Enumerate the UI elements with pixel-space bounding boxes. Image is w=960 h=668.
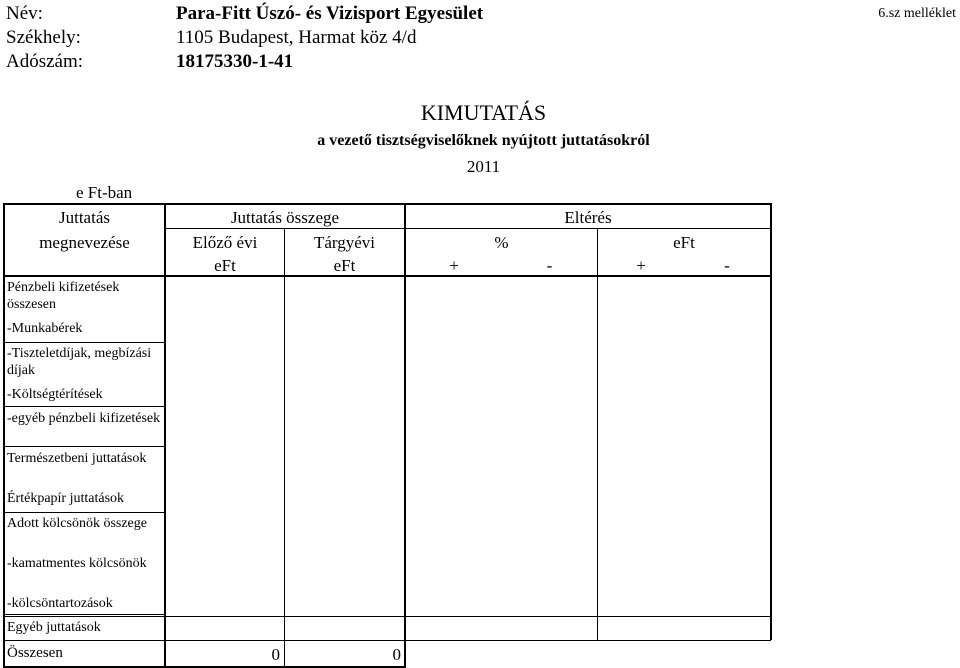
row-loan-debts: -kölcsöntartozások [7, 596, 113, 611]
total-prev-year-value: 0 [271, 645, 280, 664]
row-cash-payments-total: Pénzbeli kifizetések összesen [7, 280, 120, 312]
col-header-benefit-2: megnevezése [39, 233, 130, 252]
row-total-label: Összesen [7, 645, 63, 661]
tax-number-label: Adószám: [6, 51, 84, 72]
organization-name: Para-Fitt Úszó- és Vizisport Egyesület [176, 3, 484, 24]
report-subtitle: a vezető tisztségviselőknek nyújtott juttatásokról [317, 132, 650, 149]
seat-label: Székhely: [6, 27, 81, 48]
unit-note: e Ft-ban [76, 183, 133, 202]
col-header-percent: % [494, 233, 509, 252]
row-benefits-in-kind: Természetbeni juttatások [7, 451, 147, 466]
row-wages: -Munkabérek [7, 321, 83, 336]
col-header-minus-percent: - [546, 256, 553, 275]
report-title: KIMUTATÁS [420, 100, 547, 125]
name-label: Név: [6, 3, 43, 24]
col-header-current-year: Tárgyévi [313, 233, 376, 252]
col-header-eft: eFt [673, 233, 695, 252]
row-other-cash-payments: -egyéb pénzbeli kifizetések [7, 411, 161, 426]
seat-address: 1105 Budapest, Harmat köz 4/d [176, 27, 417, 48]
report-year: 2011 [466, 157, 501, 176]
col-header-plus-eft: + [636, 256, 646, 275]
row-other-benefits: Egyéb juttatások [7, 620, 101, 635]
col-header-difference: Eltérés [564, 208, 612, 227]
col-header-benefit-1: Juttatás [59, 208, 110, 227]
row-honoraria: -Tiszteletdíjak, megbízási díjak [7, 346, 152, 378]
row-expense-reimbursements: -Költségtérítések [7, 387, 103, 402]
total-current-year-value: 0 [392, 645, 401, 664]
tax-number: 18175330-1-41 [176, 51, 294, 72]
col-header-plus-percent: + [449, 256, 459, 275]
col-header-prev-unit: eFt [214, 256, 236, 275]
col-header-current-unit: eFt [333, 256, 356, 275]
row-interest-free-loans: -kamatmentes kölcsönök [7, 556, 147, 571]
row-securities-benefits: Értékpapír juttatások [7, 491, 125, 506]
col-header-minus-eft: - [724, 256, 730, 275]
col-header-amount: Juttatás összege [230, 208, 340, 227]
row-loans-granted: Adott kölcsönök összege [7, 516, 147, 531]
col-header-prev-year: Előző évi [192, 233, 258, 252]
attachment-note: 6.sz melléklet [878, 6, 956, 21]
